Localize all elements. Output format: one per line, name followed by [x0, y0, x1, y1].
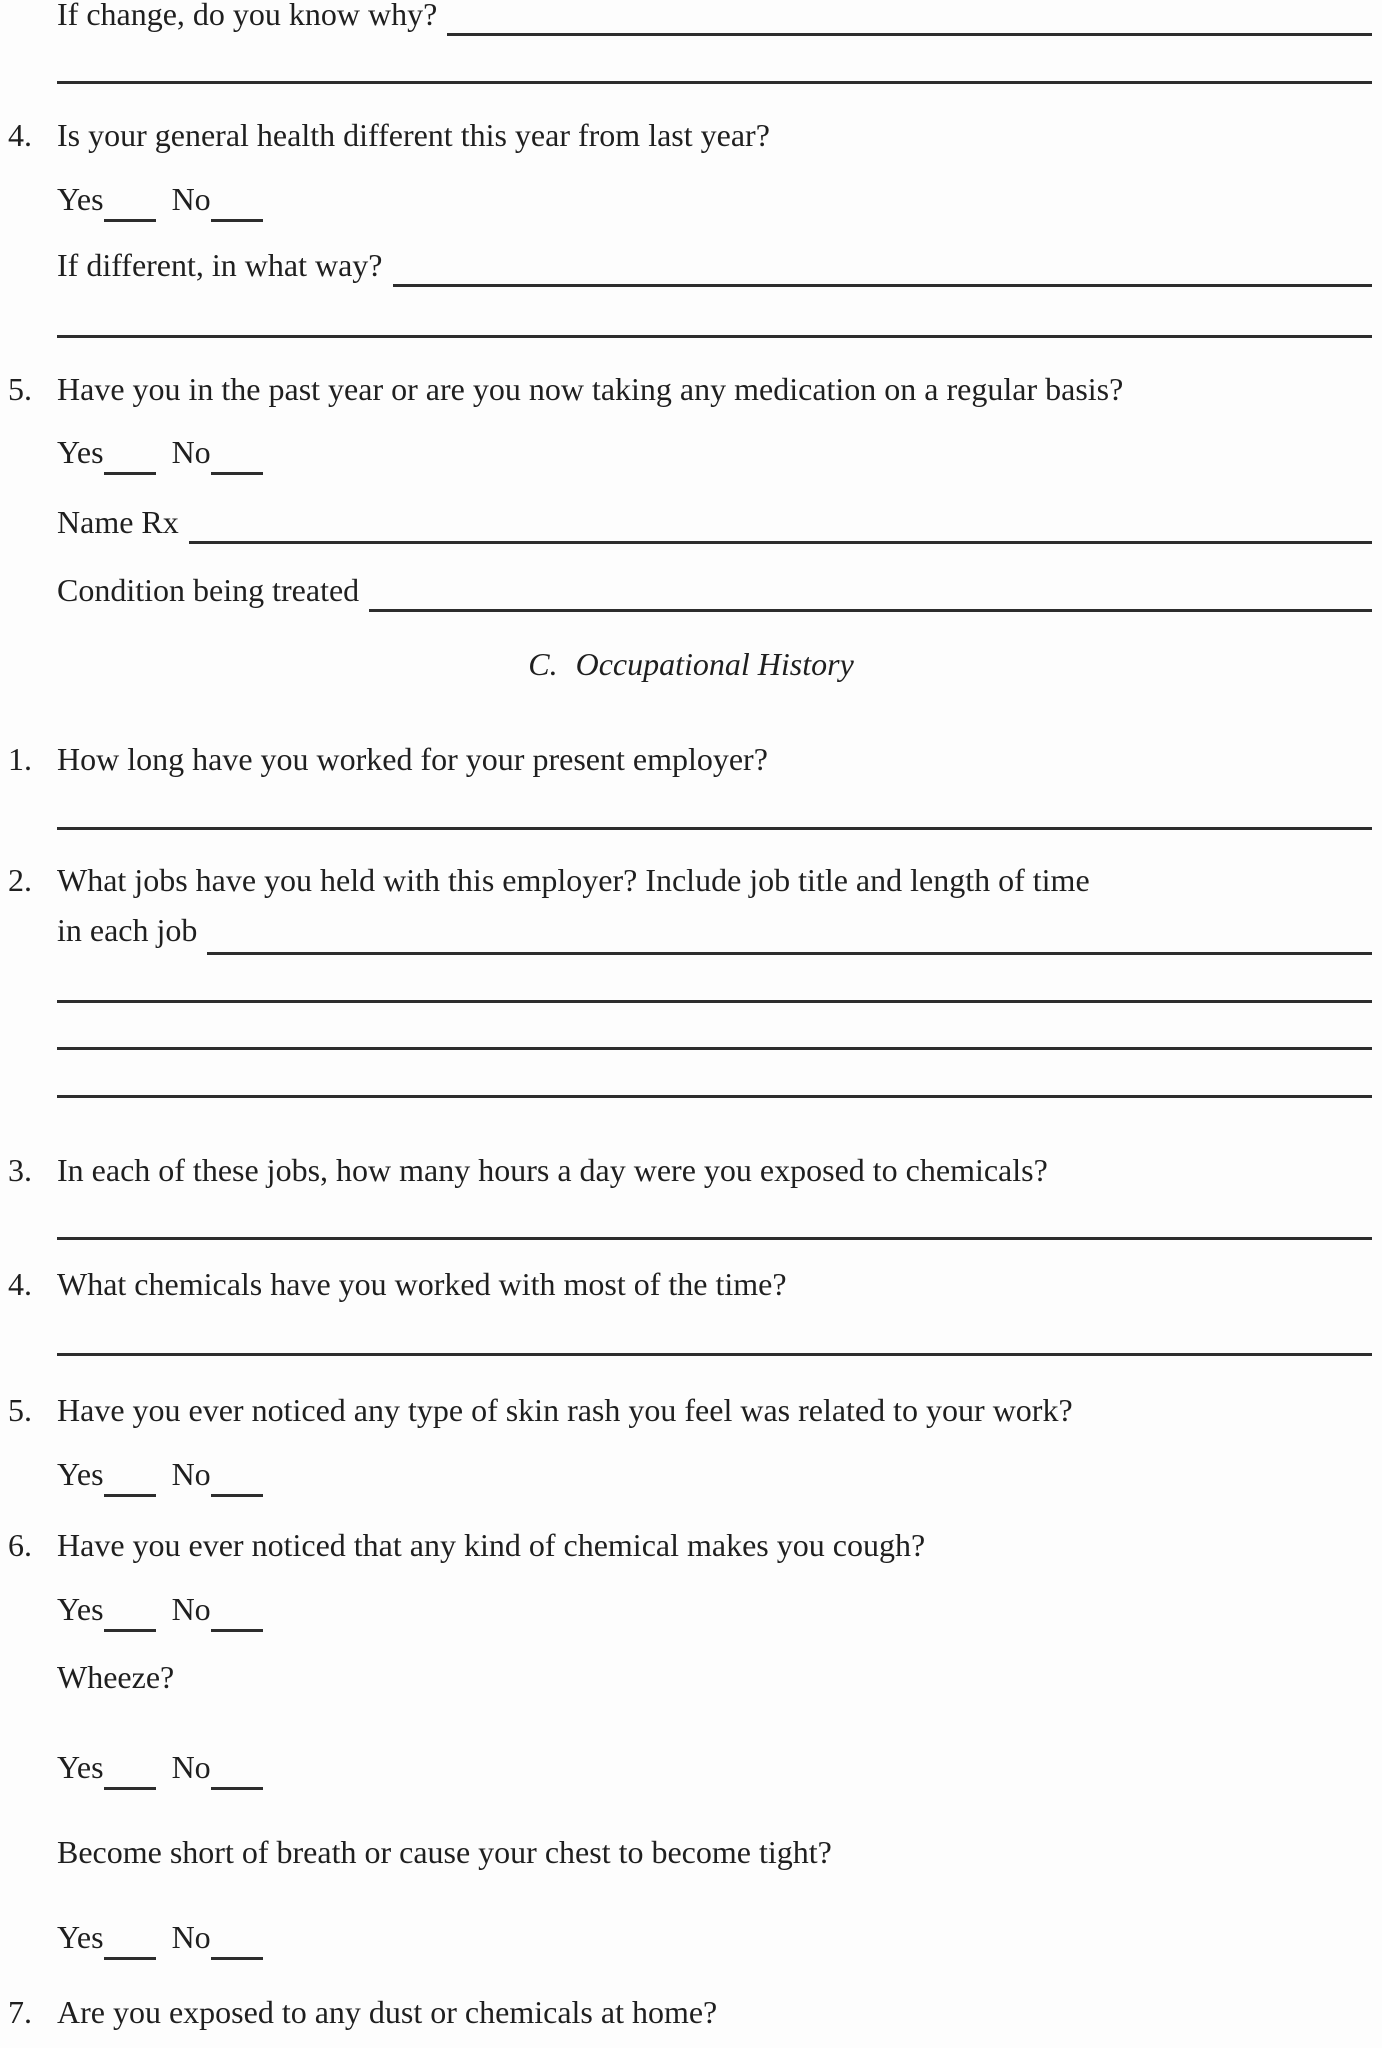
yes-label: Yes — [57, 1749, 104, 1785]
wheeze-row — [0, 1655, 1382, 1699]
yes-blank[interactable] — [104, 461, 156, 475]
answer-line[interactable] — [369, 568, 1372, 612]
question-text: Is your general health different this year from last year? — [57, 117, 770, 153]
yes-no-row — [0, 1745, 1382, 1790]
question-text-line2: in each job — [57, 912, 198, 948]
condition-row — [0, 568, 1382, 612]
breath-row — [0, 1830, 1382, 1874]
name-rx-row — [0, 500, 1382, 544]
yes-no-row — [0, 177, 1382, 222]
question-text-line1: What jobs have you held with this employer? Include job title and length of time — [57, 862, 1090, 898]
answer-line[interactable] — [447, 0, 1372, 36]
breath-prompt: Become short of breath or cause your chest to become tight? — [57, 1834, 832, 1870]
question-c2 — [0, 855, 1382, 955]
no-label: No — [171, 1749, 211, 1785]
wheeze-prompt: Wheeze? — [57, 1659, 175, 1695]
question-text: Have you in the past year or are you now taking any medication on a regular basis? — [57, 371, 1124, 407]
question-text: What chemicals have you worked with most of the time? — [57, 1266, 787, 1302]
different-way-prompt: If different, in what way? — [57, 247, 383, 283]
no-blank[interactable] — [211, 1483, 263, 1497]
no-label: No — [171, 434, 211, 470]
question-number: 7. — [8, 1994, 32, 2030]
answer-line[interactable] — [207, 905, 1372, 955]
question-c3 — [0, 1148, 1382, 1192]
yes-no-row — [0, 1452, 1382, 1497]
question-number: 1. — [8, 741, 32, 777]
yes-label: Yes — [57, 1456, 104, 1492]
no-blank[interactable] — [211, 1618, 263, 1632]
question-number: 4. — [8, 117, 32, 153]
question-number: 4. — [8, 1266, 32, 1302]
question-number: 6. — [8, 1527, 32, 1563]
question-number: 5. — [8, 371, 32, 407]
answer-line[interactable] — [393, 243, 1373, 287]
yes-no-row — [0, 430, 1382, 475]
question-number: 3. — [8, 1152, 32, 1188]
question-text: Are you exposed to any dust or chemicals at home? — [57, 1994, 718, 2030]
no-label: No — [171, 1456, 211, 1492]
no-blank[interactable] — [211, 1776, 263, 1790]
no-label: No — [171, 1919, 211, 1955]
question-b4 — [0, 113, 1382, 157]
condition-prompt: Condition being treated — [57, 572, 360, 608]
no-blank[interactable] — [211, 461, 263, 475]
answer-line[interactable] — [57, 827, 1372, 830]
question-number: 2. — [8, 862, 32, 898]
question-c4 — [0, 1262, 1382, 1306]
section-heading — [0, 642, 1382, 686]
change-reason-row — [0, 0, 1382, 36]
question-text: In each of these jobs, how many hours a day were you exposed to chemicals? — [57, 1152, 1048, 1188]
yes-no-row — [0, 1915, 1382, 1960]
yes-blank[interactable] — [104, 1776, 156, 1790]
yes-label: Yes — [57, 181, 104, 217]
section-letter: C. — [528, 646, 558, 682]
answer-line[interactable] — [57, 1237, 1372, 1240]
answer-line[interactable] — [57, 81, 1372, 84]
question-text: How long have you worked for your present employer? — [57, 741, 768, 777]
yes-label: Yes — [57, 434, 104, 470]
question-c7 — [0, 1990, 1382, 2034]
yes-no-row — [0, 1587, 1382, 1632]
answer-line[interactable] — [57, 335, 1372, 338]
question-c1 — [0, 737, 1382, 781]
no-blank[interactable] — [211, 208, 263, 222]
no-blank[interactable] — [211, 1946, 263, 1960]
section-title: Occupational History — [575, 646, 854, 682]
yes-label: Yes — [57, 1591, 104, 1627]
no-label: No — [171, 1591, 211, 1627]
question-b5 — [0, 367, 1382, 411]
question-text: Have you ever noticed that any kind of chemical makes you cough? — [57, 1527, 926, 1563]
answer-line[interactable] — [57, 1095, 1372, 1098]
question-number: 5. — [8, 1392, 32, 1428]
answer-line[interactable] — [57, 1047, 1372, 1050]
answer-line[interactable] — [189, 500, 1372, 544]
answer-line[interactable] — [57, 1000, 1372, 1003]
question-c5 — [0, 1388, 1382, 1432]
different-way-row — [0, 243, 1382, 287]
yes-label: Yes — [57, 1919, 104, 1955]
yes-blank[interactable] — [104, 208, 156, 222]
no-label: No — [171, 181, 211, 217]
yes-blank[interactable] — [104, 1618, 156, 1632]
change-reason-prompt: If change, do you know why? — [57, 0, 438, 32]
answer-line[interactable] — [57, 1353, 1372, 1356]
yes-blank[interactable] — [104, 1483, 156, 1497]
yes-blank[interactable] — [104, 1946, 156, 1960]
question-c6 — [0, 1523, 1382, 1567]
name-rx-prompt: Name Rx — [57, 504, 179, 540]
question-text: Have you ever noticed any type of skin rash you feel was related to your work? — [57, 1392, 1073, 1428]
